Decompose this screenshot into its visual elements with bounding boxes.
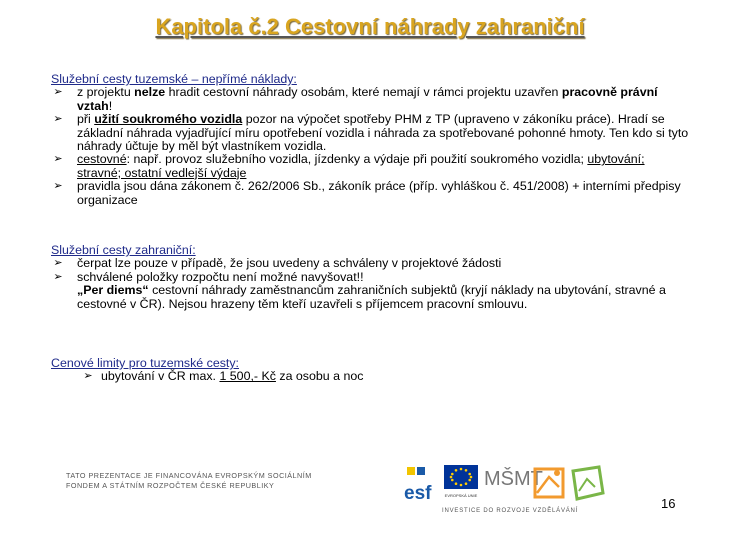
investice-caption: INVESTICE DO ROZVOJE VZDĚLÁVÁNÍ [442,508,579,514]
arrow-bullet-icon: ➢ [53,113,63,126]
msmt-logo [482,463,543,501]
arrow-bullet-icon: ➢ [53,257,63,270]
op-vk-logo [529,463,607,505]
list-item: ➢ čerpat lze pouze v případě, že jsou uvedeny a schváleny v projektové žádosti [51,257,691,270]
svg-text:MŠMT: MŠMT [484,468,543,490]
section-domestic-trips [51,73,691,207]
arrow-bullet-icon: ➢ [83,370,93,383]
slide-title: Kapitola č.2 Cestovní náhrady zahraniční [155,14,585,39]
per-diems-paragraph: „Per diems“ cestovní náhrady zaměstnancům zahraničních subjektů (kryjí náklady na ubytování, stravné a cestovné v ČR). Nejsou hrazeny těm kteří uzavřeli s příjemcem pracovní smlouvu. [77,283,666,311]
page-number: 16 [661,496,676,511]
arrow-bullet-icon: ➢ [53,153,63,166]
section-heading: Služební cesty tuzemské – nepřímé náklady: [51,72,297,86]
section-heading: Služební cesty zahraniční: [51,243,196,257]
section-heading: Cenové limity pro tuzemské cesty: [51,356,239,370]
list-item: ➢ ubytování v ČR max. 1 500,- Kč za osobu a noc [81,370,691,383]
arrow-bullet-icon: ➢ [53,86,63,99]
list-item: ➢ z projektu nelze hradit cestovní náhrady osobám, které nemají v rámci projektu uzavřen pracovně právní vztah! [51,86,691,113]
list-item: ➢ při užití soukromého vozidla pozor na výpočet spotřeby PHM z TP (upraveno v zákoníku práce). Hradí se základní náhrada vyjadřující míru opotřebení vozidla i náhrada za spotřebované pohonné hmoty. Ten kdo si tyto náhrady účtuje by měl být vlastníkem vozidla. [51,113,691,153]
eu-flag-logo [442,463,480,501]
svg-text:esf: esf [404,483,432,504]
list-item: ➢ schválené položky rozpočtu není možné navyšovat!! [51,271,691,284]
funding-notice: TATO PREZENTACE JE FINANCOVÁNA EVROPSKÝM SOCIÁLNÍM FONDEM A STÁTNÍM ROZPOČTEM ČESKÉ REPUBLIKY [66,471,312,490]
esf-logo [403,463,443,503]
arrow-bullet-icon: ➢ [53,270,63,283]
svg-text:EVROPSKÁ UNIE: EVROPSKÁ UNIE [444,493,478,498]
list-item: ➢ pravidla jsou dána zákonem č. 262/2006 Sb., zákoník práce (příp. vyhláškou č. 451/2008) + interními předpisy organizace [51,180,691,207]
arrow-bullet-icon: ➢ [53,180,63,193]
section-price-limits [51,357,691,384]
list-item: ➢ cestovné: např. provoz služebního vozidla, jízdenky a výdaje při použití soukromého vozidla; ubytování; stravné; ostatní vedlejší výdaje [51,153,691,180]
section-foreign-trips [51,244,691,311]
